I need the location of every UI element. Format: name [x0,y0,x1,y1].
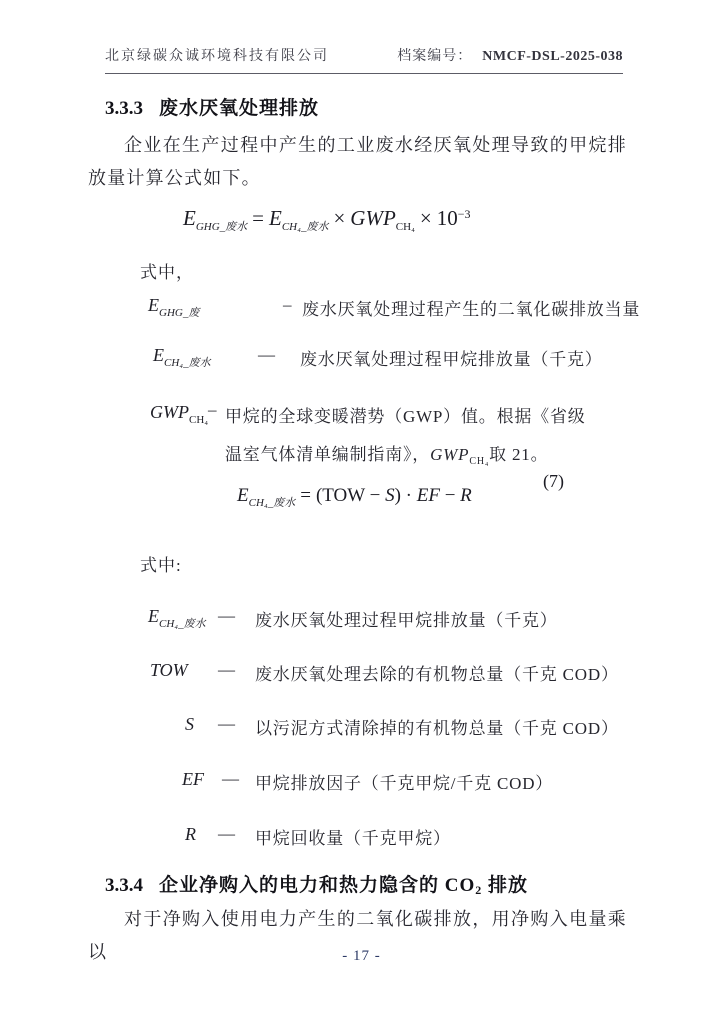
formula1-term2-sub: CH₄ [395,221,415,233]
formula1-term1-sub: CH₄_废水 [281,221,329,233]
paragraph-334: 对于净购入使用电力产生的二氧化碳排放，用净购入电量乘以 [88,909,627,962]
definition-row [0,714,723,748]
gwp-line2-post: 取 21。 [489,445,549,464]
gwp-inline-symbol [430,445,490,467]
symbol-base: GWP [150,402,189,422]
definition-text: 废水厌氧处理去除的有机物总量（千克 COD） [255,665,619,684]
definition-row [0,660,723,694]
definition-row-eghg [0,295,723,329]
archive-label: 档案编号： [397,49,473,64]
symbol-gwp [150,402,208,426]
equation-number: (7) [543,471,564,491]
definition-dash: — [218,660,235,679]
symbol-base: E [153,345,164,365]
symbol-sub: CH₄ [189,414,209,426]
definition-text: 废水厌氧处理过程甲烷排放量（千克） [255,611,558,630]
definition-row-gwp [0,398,723,478]
formula1-lhs-sub: GHG_废水 [195,221,248,233]
symbol-sub: CH₄_废水 [159,618,206,630]
symbol-base: E [148,606,159,626]
section-heading-333 [105,93,319,120]
definition-dash: — [258,345,275,364]
formula7-ef: EF [416,485,440,506]
symbol-base: EF [182,769,204,789]
symbol-base: TOW [150,660,188,680]
symbol-sub: CH₄ [469,456,490,467]
archive-number: NMCF-DSL-2025-038 [482,49,623,64]
definition-dash: — [218,714,235,733]
formula7-minus: − [444,485,456,506]
page-number: - 17 - [342,948,381,964]
formula1-term1-base: E [269,206,282,230]
definition-row [0,769,723,803]
formula-ghg-wastewater [183,206,471,234]
formula1-term2-base: GWP [350,206,396,230]
symbol-sub: GHG_废 [159,307,200,319]
symbol-base: GWP [430,445,470,464]
formula1-term3-base: 10 [436,206,458,230]
formula1-term3-sup: −3 [457,207,471,221]
page-header [105,45,623,74]
section-title-post: 排放 [482,875,529,896]
formula1-equals: = [252,206,265,230]
archive-number-group [397,45,623,65]
formula7-lhs-sub: CH₄_废水 [248,497,296,509]
symbol-eghg [148,295,199,320]
paragraph-333: 企业在生产过程中产生的工业废水经厌氧处理导致的甲烷排放量计算公式如下。 [88,135,627,188]
definition-text-gwp [225,398,633,481]
definition-row [0,606,723,640]
formula7-s: S [385,485,395,506]
formula7-lhs-base: E [237,485,249,506]
definition-text: 甲烷回收量（千克甲烷） [255,829,451,848]
definition-text: 以污泥方式清除掉的有机物总量（千克 COD） [255,719,619,738]
section-heading-334 [105,870,528,898]
symbol-s [185,714,194,738]
company-name: 北京绿碳众诚环境科技有限公司 [105,49,329,64]
definition-text: 甲烷排放因子（千克甲烷/千克 COD） [255,774,554,793]
symbol-base: E [148,295,159,315]
formula1-lhs-base: E [183,206,196,230]
definition-text: 废水厌氧处理过程甲烷排放量（千克） [300,350,603,369]
symbol-r [185,824,196,848]
formula7-r: R [460,485,472,506]
symbol-ech4 [153,345,211,370]
section-number: 3.3.4 [105,875,143,896]
symbol-ef [182,769,204,793]
symbol-tow [150,660,188,684]
where-clause-2: 式中: [140,556,182,575]
symbol-ech4 [148,606,206,631]
formula1-times1: × [333,206,346,230]
symbol-base: R [185,824,196,844]
formula7-close: ) · [394,485,412,506]
gwp-line2-pre: 温室气体清单编制指南》， [225,445,431,464]
definition-dash: — [218,606,235,625]
co2-subscript: 2 [475,883,483,897]
definition-row [0,824,723,858]
definition-dash: – [283,295,292,314]
formula7-equals: = [300,485,311,506]
definition-row-ech4 [0,345,723,379]
definition-dash: – [208,400,217,419]
gwp-line1: 甲烷的全球变暖潜势（GWP）值。根据《省级 [225,407,586,426]
symbol-sub: CH₄_废水 [164,357,211,369]
formula7-open: (TOW − [315,485,381,506]
symbol-base: S [185,714,194,734]
definition-dash [222,769,239,795]
section-number: 3.3.3 [105,98,143,119]
definition-text: 废水厌氧处理过程产生的二氧化碳排放当量 [302,300,641,319]
formula1-times2: × [419,206,432,230]
formula-ch4-wastewater [237,485,472,510]
section-title-pre: 企业净购入的电力和热力隐含的 CO [159,875,476,896]
definition-dash: — [218,824,235,843]
where-clause-1: 式中， [140,263,194,282]
section-title [159,875,528,896]
section-title: 废水厌氧处理排放 [159,98,320,119]
dash-glyph: — [222,769,239,788]
